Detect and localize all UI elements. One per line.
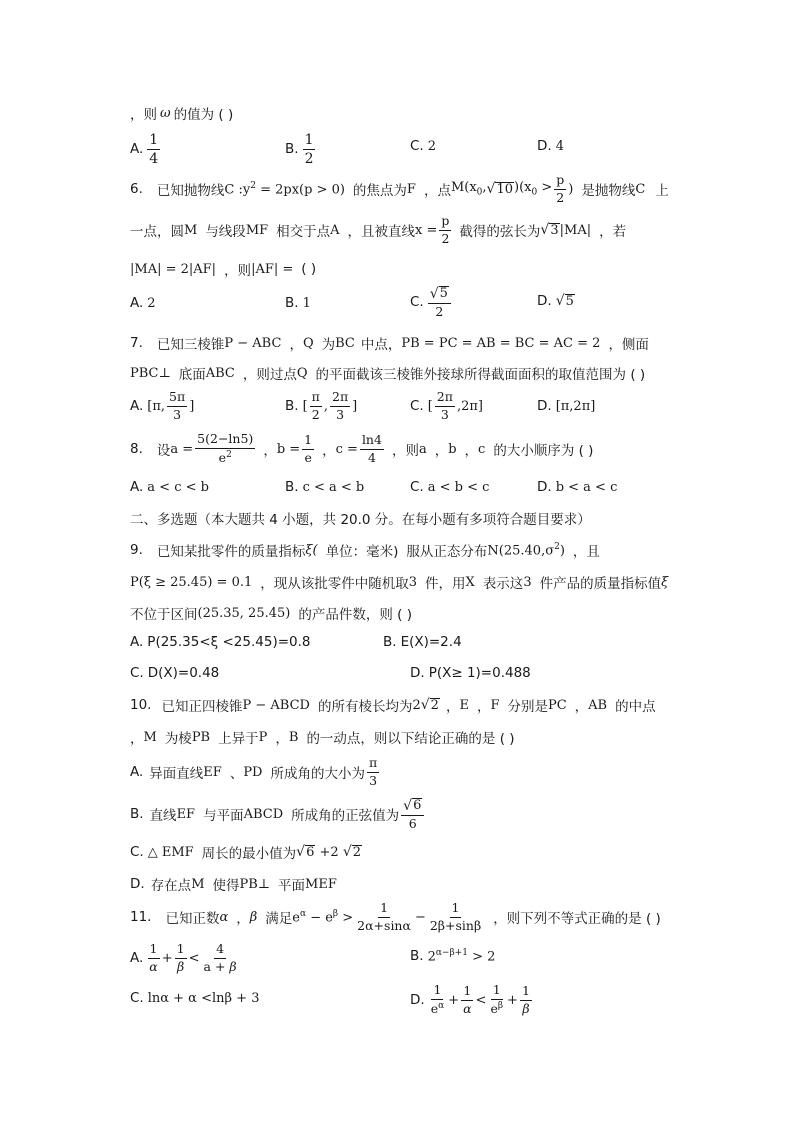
text: ， (445, 699, 460, 715)
option-value: D(X)=0.48 (147, 665, 220, 681)
text: ， (322, 443, 336, 459)
math: $M(x_0$, (450, 180, 487, 198)
q5-option-a (130, 131, 162, 167)
math: |MA| = 2|AF| (130, 261, 217, 277)
q6-line-3 (130, 259, 316, 279)
numerator: 5(2−ln5) (195, 433, 255, 449)
q6-line-2 (130, 213, 626, 247)
q8-option-d (537, 479, 617, 495)
denominator: e (304, 449, 312, 465)
option-label: C. (410, 479, 424, 495)
option-label: A. (130, 398, 144, 414)
text: ，现从该批零件中随机取 (260, 576, 409, 592)
math: [ (427, 398, 433, 414)
text: 为 (321, 337, 336, 353)
fraction (435, 391, 455, 421)
option-label: C. (410, 138, 424, 154)
fraction (367, 757, 379, 787)
option-label: D. (537, 138, 552, 154)
text: ， (476, 699, 491, 715)
q6-option-a (130, 295, 156, 311)
math: $N(25.40,\sigma^2)$ (487, 541, 565, 559)
text: 满足 (265, 911, 293, 927)
math: , (323, 398, 328, 414)
denominator: 3 (369, 772, 378, 788)
math: a (418, 441, 427, 457)
math: β (249, 909, 258, 925)
fraction (428, 286, 451, 319)
section-title: 二、多选题（本大题共 4 小题，共 20.0 分。在每小题有多项符合题目要求） (130, 512, 591, 528)
text: 的值为 ( ) (173, 107, 234, 123)
fraction (303, 133, 316, 166)
text: 与平面 (203, 808, 244, 824)
text: 为棱 (164, 731, 192, 747)
numerator: p (439, 215, 451, 231)
math: E (459, 697, 469, 713)
option-label: D. (410, 992, 425, 1008)
text: 已知正四棱锥 (161, 699, 243, 715)
text: 的所有棱长均为 (317, 699, 413, 715)
text: 使得 (212, 878, 240, 894)
text: 设 (156, 443, 171, 459)
fraction (439, 215, 451, 245)
denominator: 4 (149, 150, 159, 167)
math: |MA| (559, 222, 592, 238)
text: ( ) (301, 261, 317, 277)
math: PBC⊥ (130, 365, 171, 381)
option-label: C. (130, 665, 144, 681)
math: ,2π] (456, 398, 483, 414)
numerator: 2π (330, 391, 350, 407)
q9-option-b (383, 634, 462, 650)
q7-option-d (537, 398, 595, 414)
numerator: 1 (304, 131, 314, 148)
math: +2 (315, 844, 343, 860)
option-label: A. (130, 634, 144, 650)
math: M (143, 729, 157, 745)
math: MF (245, 222, 269, 238)
denominator: 3 (336, 406, 345, 422)
numerator: 1 (378, 902, 390, 918)
option-label: B. (285, 398, 299, 414)
q6-option-c (410, 284, 453, 320)
math: P(ξ ≥ 25.45) = 0.1 (130, 574, 253, 590)
numerator: 1 (302, 434, 314, 450)
option-label: A. (130, 141, 144, 157)
numerator: √ 5 (428, 286, 451, 304)
math: 3 (523, 574, 532, 590)
text: ，则 (391, 443, 419, 459)
option-value: P(X≥ 1)=0.488 (428, 665, 531, 681)
option-value: b < a < c (555, 479, 618, 495)
option-value: 4 (555, 138, 564, 154)
denominator: 2 (311, 406, 320, 422)
fraction (167, 391, 187, 421)
math: )($x_0$ > (514, 180, 553, 198)
math: c = (335, 441, 358, 457)
fraction: $\frac{1}{e^\beta}$ (490, 982, 504, 1017)
fraction (310, 391, 322, 421)
question-number: 11. (130, 909, 152, 925)
q10-line-2 (130, 727, 515, 747)
math: PC (547, 697, 567, 713)
option-label: B. (383, 634, 397, 650)
option-label: D. (537, 398, 552, 414)
q8-option-b (285, 479, 364, 495)
q11-option-d: D. $\frac{1}{e^\alpha}$ + $\frac{1}{\alpha}$ < $\frac{1}{e^\beta}$ + $\frac{1}{\beta}$ (410, 982, 530, 1017)
option-label: D. (130, 876, 145, 892)
option-label: C. (130, 844, 144, 860)
text: 所成角的正弦值为 (291, 808, 400, 824)
numerator: π (310, 391, 322, 407)
numerator: p (554, 174, 566, 190)
text: 单位：毫米) (325, 544, 399, 560)
text: 所成角的大小为 (270, 766, 365, 782)
fraction: $\frac{4}{a + \beta}$ (203, 941, 237, 974)
radical: √ 2 (420, 697, 439, 713)
fraction (428, 902, 483, 932)
denominator: 2 (304, 150, 314, 167)
math: Q (302, 335, 314, 351)
q8-line-1 (130, 430, 593, 468)
text: 上异于 (218, 731, 259, 747)
text: 底面 (178, 367, 206, 383)
math: ξ (661, 574, 669, 590)
text: 存在点 (150, 878, 192, 894)
math: [π, (147, 398, 166, 414)
math: α (219, 909, 229, 925)
math: B (288, 729, 299, 745)
text: 一点，圆 (130, 224, 184, 240)
math: PB (191, 729, 211, 745)
section-heading (130, 508, 591, 528)
math: 3 (408, 574, 418, 590)
text: 的焦点为 (352, 183, 407, 199)
math: EF (203, 764, 222, 780)
math: P − ABC (224, 335, 282, 351)
radical: √ 10 (486, 181, 514, 197)
math: 2 (412, 697, 421, 713)
numerator: ln4 (360, 434, 384, 450)
q9-line-1 (130, 540, 600, 560)
text: 件产品的质量指标值 (539, 576, 662, 592)
option-label: D. (537, 479, 552, 495)
denominator: 2 (435, 303, 444, 319)
option-label: D. (537, 293, 552, 309)
math: [ (302, 398, 308, 414)
question-number: 8. (130, 441, 143, 457)
text: ，则下列不等式正确的是 ( ) (493, 911, 661, 927)
q7-option-a (130, 388, 194, 424)
option-label: A. (130, 764, 144, 780)
text: 中点， (360, 337, 402, 353)
option-value: lnα + α <lnβ + 3 (147, 990, 260, 1006)
option-label: B. (285, 141, 299, 157)
math: PB⊥ (239, 876, 271, 892)
math: △ EMF (147, 844, 194, 860)
math: b (448, 441, 457, 457)
option-label: B. (410, 948, 424, 965)
option-label: D. (410, 665, 425, 681)
text: 相交于点 (276, 224, 331, 240)
radical: √ 2 (342, 844, 362, 860)
math: C (635, 181, 646, 197)
text: 截得的弦长为 (459, 224, 541, 240)
math: $2^{\alpha-\beta+1} > 2$ (427, 948, 496, 965)
q11-option-b (410, 948, 495, 964)
q11-option-c (130, 990, 259, 1006)
q7-option-c (410, 388, 483, 424)
math: − (414, 909, 426, 925)
option-value: a < b < c (427, 479, 490, 495)
math: EF (176, 806, 196, 822)
text: 、 (229, 766, 244, 782)
text: ， (236, 911, 250, 927)
math: c (478, 441, 486, 457)
option-label: B. (285, 479, 299, 495)
option-label: C. (410, 398, 424, 414)
q10-option-b (130, 795, 426, 833)
denominator: 6 (408, 815, 417, 831)
q6-option-b (285, 295, 311, 311)
math: ABCD (243, 806, 284, 822)
q5-option-b (285, 131, 317, 167)
text: ，且被直线 (347, 224, 416, 240)
text: 已知某批零件的质量指标 (156, 544, 306, 560)
text: ，则 (224, 263, 252, 279)
radical: √ 5 (555, 293, 574, 309)
q6-line-1 (130, 172, 669, 206)
question-number: 10. (130, 697, 152, 713)
fraction (360, 434, 384, 464)
math: ω (160, 105, 171, 121)
option-value: 1 (302, 295, 311, 311)
text: 分别是 (507, 699, 548, 715)
text: ，若 (599, 224, 627, 240)
text: 已知三棱锥 (156, 337, 225, 353)
q7-line-1 (130, 333, 649, 353)
numerator: √ 6 (401, 798, 424, 816)
fraction: $\frac{1}{\beta}$ (521, 983, 530, 1016)
denominator: 4 (367, 449, 376, 465)
radical: √ 3 (540, 222, 559, 238)
math: x = (415, 222, 438, 238)
option-value: c < a < b (302, 479, 365, 495)
q7-line-2 (130, 363, 645, 383)
denominator: 3 (173, 406, 182, 422)
math: b = (276, 441, 301, 457)
text: ， (434, 443, 449, 459)
denominator: 3 (440, 406, 449, 422)
text: 已知正数 (165, 911, 220, 927)
option-value: a < c < b (147, 479, 209, 495)
math: ) (568, 181, 574, 197)
math: X (465, 574, 475, 590)
text: 平面 (278, 878, 306, 894)
text: 的平面截该三棱锥外接球所得截面面积的取值范围为 ( ) (315, 367, 646, 383)
q8-option-a (130, 479, 209, 495)
option-value: [π,2π] (555, 398, 596, 414)
question-number: 6. (130, 181, 143, 197)
math: Q (296, 365, 308, 381)
option-label: A. (130, 950, 144, 966)
denominator: 2 (556, 189, 565, 205)
option-value: P(25.35<ξ <25.45)=0.8 (147, 634, 311, 650)
math: ABC (205, 365, 235, 381)
text: 的产品件数，则 ( ) (298, 607, 412, 623)
numerator: 1 (450, 902, 462, 918)
math: (25.35, 25.45) (197, 605, 291, 621)
math: A (330, 222, 340, 238)
fraction: $\frac{1}{\alpha}$ (463, 983, 472, 1016)
math: ] (189, 398, 195, 414)
option-label: C. (410, 294, 424, 310)
option-label: C. (130, 990, 144, 1006)
option-value: 2 (427, 138, 436, 154)
math: $e^\alpha - e^\beta$ > (292, 908, 354, 926)
fraction (302, 434, 314, 464)
q7-option-b (285, 388, 357, 424)
text: ， (263, 443, 277, 459)
text: 的大小顺序为 ( ) (493, 443, 594, 459)
option-label: B. (130, 806, 144, 822)
text: 的中点 (615, 699, 656, 715)
math: PD (243, 764, 263, 780)
fraction: $\frac{1}{\beta}$ (176, 941, 185, 974)
denominator: 2α+sinα (357, 917, 411, 933)
math: C $:y^2 = 2px(p > 0)$ (224, 180, 345, 198)
numerator: 5π (167, 391, 187, 407)
text: 件，用 (425, 576, 466, 592)
q9-line-3 (130, 603, 412, 623)
math: P − ABCD (242, 697, 310, 713)
option-label: A. (130, 479, 144, 495)
fraction (554, 174, 566, 204)
fraction (355, 902, 413, 932)
math: F (406, 181, 416, 197)
text: 的一动点，则以下结论正确的是 ( ) (306, 731, 515, 747)
text: ，侧面 (608, 337, 649, 353)
q5-option-c (410, 138, 436, 154)
q5-tail (130, 103, 233, 123)
text: ， (289, 337, 303, 353)
q9-option-c (130, 665, 219, 681)
denominator: 2 (441, 230, 450, 246)
text: 直线 (149, 808, 177, 824)
fraction (195, 433, 255, 464)
text: ，则过点 (242, 367, 297, 383)
q9-option-d (410, 665, 531, 681)
denominator: $e^2$ (218, 449, 232, 466)
fraction: $\frac{1}{e^\alpha}$ (430, 982, 445, 1017)
math: ξ( (305, 542, 318, 558)
text: ， (574, 699, 589, 715)
math: M (184, 222, 198, 238)
text: ， (275, 731, 289, 747)
q9-option-a (130, 634, 311, 650)
math: F (490, 697, 500, 713)
text: ， (464, 443, 479, 459)
text: 异面直线 (149, 766, 204, 782)
text: 不位于区间 (130, 607, 198, 623)
text: 与线段 (205, 224, 246, 240)
text: 已知抛物线 (156, 183, 225, 199)
math: MEF (305, 876, 337, 892)
option-value: 2 (147, 295, 156, 311)
q11-option-a: A. $\frac{1}{\alpha}$ + $\frac{1}{\beta}$ < $\frac{4}{a + \beta}$ (130, 941, 237, 974)
option-label: A. (130, 295, 144, 311)
math: AB (588, 697, 608, 713)
fraction: $\frac{1}{\alpha}$ (149, 941, 158, 974)
math: a = (170, 441, 194, 457)
numerator: 2π (435, 391, 455, 407)
fraction (330, 391, 350, 421)
q9-line-2 (130, 572, 668, 592)
q11-line-1 (130, 897, 661, 937)
question-number: 7. (130, 335, 143, 351)
text: ，则 (130, 107, 157, 123)
radical: √ 6 (296, 844, 315, 860)
text: ， (130, 731, 144, 747)
denominator: 2β+sinβ (429, 917, 482, 933)
text: 表示这 (482, 576, 524, 592)
option-value: E(X)=2.4 (400, 634, 462, 650)
numerator: 1 (149, 131, 159, 148)
text: ，点 (423, 183, 451, 199)
math: M (191, 876, 205, 892)
math: P (258, 729, 268, 745)
math: |AF| = (251, 261, 294, 277)
math: PB = PC = AB = BC = AC = 2 (401, 335, 601, 351)
text: 是抛物线 (581, 183, 636, 199)
text: 上 (655, 183, 669, 199)
question-number: 9. (130, 542, 143, 558)
text: ，且 (572, 544, 600, 560)
text: 服从正态分布 (406, 544, 488, 560)
math: BC (335, 335, 355, 351)
q8-option-c (410, 479, 489, 495)
q10-option-a (130, 754, 381, 790)
text: 周长的最小值为 (201, 846, 297, 862)
q10-line-1 (130, 695, 656, 715)
q6-option-d (537, 293, 575, 309)
fraction (401, 798, 424, 831)
numerator: π (367, 757, 379, 773)
fraction (147, 133, 160, 166)
q10-option-d (130, 874, 337, 894)
q10-option-c (130, 842, 362, 862)
option-label: B. (285, 295, 299, 311)
math: ] (352, 398, 358, 414)
q5-option-d (537, 138, 564, 154)
